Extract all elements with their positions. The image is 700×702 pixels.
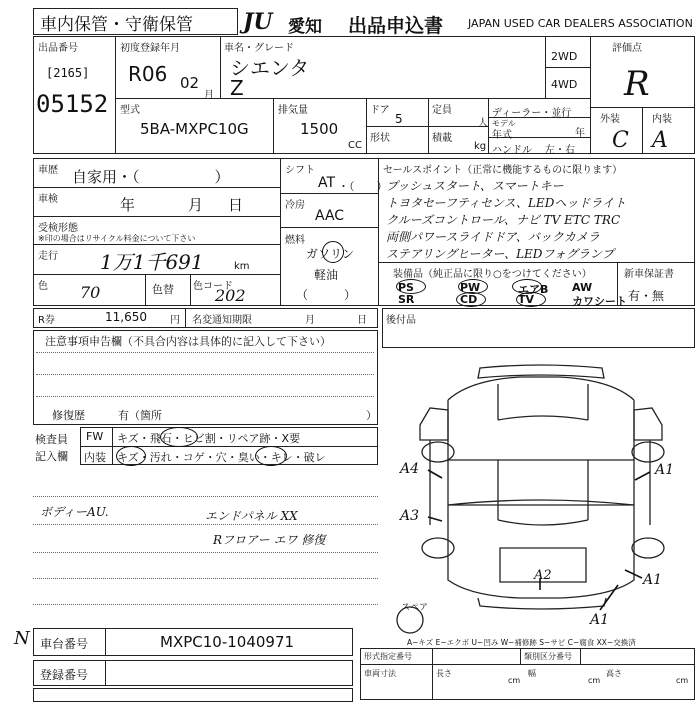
interior-conditions: キズ・汚れ・コゲ・穴・臭い・キレ・破レ xyxy=(117,451,326,464)
selling-point-item: ステアリングヒーター、LEDフォグランプ xyxy=(386,247,614,261)
mileage-unit: km xyxy=(234,261,250,272)
repair-history-close: ） xyxy=(366,409,377,422)
inspection-day: 日 xyxy=(228,196,244,214)
chassis-number: MXPC10-1040971 xyxy=(160,633,295,651)
notes-label: 注意事項申告欄（不具合内容は具体的に記入して下さい） xyxy=(45,335,331,348)
shift-label: シフト xyxy=(285,165,315,176)
height-unit: cm xyxy=(676,676,689,685)
equipment-item: PS xyxy=(398,281,414,294)
exterior-grade: C xyxy=(612,128,629,153)
chassis-mark: N xyxy=(14,628,30,649)
width-label: 幅 xyxy=(528,669,536,678)
color-code: 202 xyxy=(215,286,246,305)
equipment-label: 装備品（純正品に限り○をつけてください） xyxy=(393,269,592,280)
damage-mark-a1-rear: A1 xyxy=(643,572,663,588)
history-label: 車歴 xyxy=(38,165,58,176)
displacement-value: 1500 xyxy=(300,120,339,138)
remark-1: ボディーAU. xyxy=(40,505,109,519)
doors-label: ドア xyxy=(370,105,390,116)
mileage-value: 1万1千691 xyxy=(100,250,204,274)
name-change-month: 月 xyxy=(305,315,315,326)
repair-history-label: 修復歴 xyxy=(52,409,85,422)
damage-mark-a1-right: A1 xyxy=(655,462,675,478)
ac-label: 冷房 xyxy=(285,200,305,211)
model-year-unit: 年 xyxy=(575,128,585,139)
inspection-label: 車検 xyxy=(38,194,58,205)
fuel-label: 燃料 xyxy=(285,235,305,246)
ac-value: AAC xyxy=(315,208,345,224)
color-change-label: 色替 xyxy=(152,283,174,296)
recycle-value: 11,650 xyxy=(105,310,147,324)
equipment-item: AW xyxy=(572,281,593,294)
repair-history-value: 有（箇所 xyxy=(118,409,162,422)
length-unit: cm xyxy=(508,676,521,685)
shift-other: ・（ ） xyxy=(338,180,388,193)
fw-label: FW xyxy=(86,430,104,443)
recycle-label: R券 xyxy=(38,315,55,326)
first-registration-label: 初度登録年月 xyxy=(120,43,180,54)
damage-mark-a2: A2 xyxy=(534,568,552,583)
evaluation-score: R xyxy=(624,64,650,104)
height-label: 高さ xyxy=(606,669,622,678)
damage-mark-a1-bottom: A1 xyxy=(590,612,610,628)
car-name: シエンタ xyxy=(230,56,310,80)
damage-mark-a3: A3 xyxy=(400,508,420,524)
model-year-label-1: モデル xyxy=(492,119,516,128)
registration-month-unit: 月 xyxy=(204,90,214,101)
model-year-label-2: 年式 xyxy=(492,130,512,141)
equipment-item: カワシート xyxy=(572,295,627,308)
storage-stamp-text: 車内保管・守衛保管 xyxy=(40,15,193,35)
acceptance-note: ※印の場合はリサイクル料金について下さい xyxy=(38,234,196,243)
car-name-label: 車名・グレード xyxy=(224,43,294,54)
selling-point-item: 両側パワースライドドア、バックカメラ xyxy=(386,230,600,244)
doors-value: 5 xyxy=(395,112,403,126)
lot-number-label: 出品番号 xyxy=(38,43,78,54)
car-grade: Z xyxy=(230,76,244,100)
name-change-day: 日 xyxy=(357,315,367,326)
type-designation-label: 形式指定番号 xyxy=(364,652,412,661)
drive-4wd: 4WD xyxy=(551,78,578,91)
lot-sub-number: [2165] xyxy=(46,66,90,80)
model-code: 5BA-MXPC10G xyxy=(140,120,249,138)
remark-3: Rフロアー エワ 修復 xyxy=(213,533,326,547)
displacement-label: 排気量 xyxy=(278,105,308,116)
equipment-item: エアB xyxy=(518,283,549,296)
exterior-label: 外装 xyxy=(600,114,620,125)
inspection-month: 月 xyxy=(188,196,204,214)
fw-conditions: キズ・飛石・ヒビ割・リペア跡・X要 xyxy=(117,432,301,445)
after-install-label: 後付品 xyxy=(386,315,416,326)
reg-number-label: 登録番号 xyxy=(40,668,89,682)
handle-label: ハンドル xyxy=(492,145,532,156)
chassis-label: 車台番号 xyxy=(40,637,89,651)
selling-point-item: プッシュスタート、スマートキー xyxy=(386,179,564,193)
inspector-label-1: 検査員 xyxy=(35,433,68,446)
fuel-gas: ガソリン xyxy=(306,247,355,261)
spare-tire-label: スペア xyxy=(401,603,429,613)
displacement-unit: CC xyxy=(348,140,362,151)
fuel-diesel: 軽油 xyxy=(314,268,339,282)
equipment-item: PW xyxy=(460,281,481,294)
model-label: 型式 xyxy=(120,105,140,116)
equipment-item: TV xyxy=(518,293,535,306)
inspection-year: 年 xyxy=(120,196,136,214)
width-unit: cm xyxy=(588,676,601,685)
length-label: 長さ xyxy=(436,669,452,678)
selling-points-label: セールスポイント（正常に機能するものに限ります） xyxy=(383,165,623,176)
load-label: 積載 xyxy=(432,133,452,144)
ju-logo-text: 愛知 xyxy=(288,17,322,37)
interior-label: 内装 xyxy=(652,114,672,125)
load-unit: kg xyxy=(474,141,487,152)
recycle-unit: 円 xyxy=(170,315,180,326)
association-name: JAPAN USED CAR DEALERS ASSOCIATION xyxy=(468,17,693,30)
lot-number: 05152 xyxy=(36,90,109,118)
equipment-item: SR xyxy=(398,293,415,306)
interior-grade: A xyxy=(652,128,668,153)
fuel-other: （ ） xyxy=(296,288,357,302)
damage-mark-a4: A4 xyxy=(400,461,420,477)
interior-cond-label: 内装 xyxy=(84,451,106,464)
shift-value: AT xyxy=(318,175,336,191)
mileage-label: 走行 xyxy=(38,251,58,262)
selling-point-item: クルーズコントロール、ナビ TV ETC TRC xyxy=(386,213,621,227)
evaluation-score-label: 評価点 xyxy=(612,43,642,54)
selling-point-item: トヨタセーフティセンス、LEDヘッドライト xyxy=(386,196,626,210)
dimensions-label: 車両寸法 xyxy=(364,669,396,678)
warranty-label: 新車保証書 xyxy=(624,269,674,280)
equipment-item: CD xyxy=(460,293,478,306)
color-label: 色 xyxy=(38,281,48,292)
history-value: 自家用・（ ） xyxy=(72,168,230,186)
category-label: 類別区分番号 xyxy=(524,652,572,661)
warranty-options: 有・無 xyxy=(628,289,665,303)
handle-options: 左・右 xyxy=(545,145,575,156)
color-value: 70 xyxy=(80,283,101,302)
ju-logo-mark: JU xyxy=(243,9,273,35)
remark-2: エンドパネル XX xyxy=(205,509,298,523)
registration-month: 02 xyxy=(180,74,200,92)
capacity-label: 定員 xyxy=(432,105,452,116)
inspector-label-2: 記入欄 xyxy=(35,450,68,463)
document-title: 出品申込書 xyxy=(348,15,444,37)
drive-2wd: 2WD xyxy=(551,50,578,63)
name-change-label: 名変通知期限 xyxy=(192,315,252,326)
dealer-label: ディーラー・並行 xyxy=(492,108,572,119)
acceptance-label: 受検形態 xyxy=(38,223,78,234)
damage-legend: A−キズ E−エクボ U−凹み W−補修跡 S−サビ C−腐食 XX−交換済 xyxy=(407,638,636,647)
capacity-unit: 人 xyxy=(478,118,488,129)
color-code-label: 色コード xyxy=(193,281,233,292)
shape-label: 形状 xyxy=(370,133,390,144)
registration-era-year: R06 xyxy=(128,62,168,86)
